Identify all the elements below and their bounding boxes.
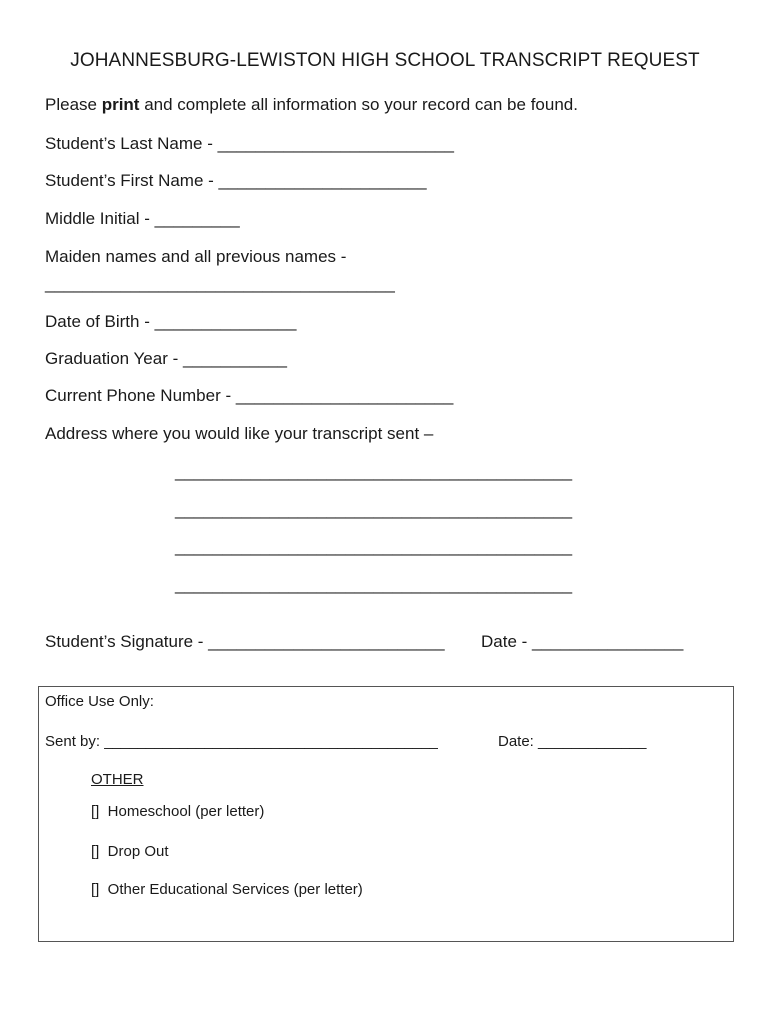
office-date-field[interactable]: Date: _____________ bbox=[498, 733, 647, 750]
address-label: Address where you would like your transcript sent – bbox=[45, 424, 434, 443]
first-name-field[interactable]: Student’s First Name - ______________________ bbox=[45, 171, 427, 190]
phone-number-field[interactable]: Current Phone Number - _______________________ bbox=[45, 386, 454, 405]
address-line-4[interactable]: __________________________________________ bbox=[175, 575, 573, 594]
address-line-2[interactable]: __________________________________________ bbox=[175, 500, 573, 519]
option-homeschool[interactable]: [] Homeschool (per letter) bbox=[91, 803, 265, 820]
office-use-box bbox=[38, 686, 734, 942]
signature-date-field[interactable]: Date - ________________ bbox=[481, 632, 684, 651]
address-line-3[interactable]: __________________________________________ bbox=[175, 537, 573, 556]
other-heading: OTHER bbox=[91, 771, 144, 788]
address-line-1[interactable]: __________________________________________ bbox=[175, 462, 573, 481]
middle-initial-field[interactable]: Middle Initial - _________ bbox=[45, 209, 240, 228]
instructions-prefix: Please bbox=[45, 95, 102, 114]
previous-names-field[interactable]: _____________________________________ bbox=[45, 274, 395, 293]
option-drop-out[interactable]: [] Drop Out bbox=[91, 843, 169, 860]
instructions-suffix: and complete all information so your record can be found. bbox=[139, 95, 578, 114]
last-name-field[interactable]: Student’s Last Name - _________________________ bbox=[45, 134, 454, 153]
previous-names-label: Maiden names and all previous names - bbox=[45, 247, 347, 266]
instructions-emphasis: print bbox=[101, 95, 140, 114]
option-other-educational[interactable]: [] Other Educational Services (per letter) bbox=[91, 881, 363, 898]
instructions bbox=[45, 95, 578, 115]
page-title: JOHANNESBURG-LEWISTON HIGH SCHOOL TRANSCRIPT REQUEST bbox=[70, 50, 700, 71]
sent-by-field[interactable]: Sent by: ________________________________________ bbox=[45, 733, 438, 750]
office-use-heading: Office Use Only: bbox=[45, 693, 154, 710]
graduation-year-field[interactable]: Graduation Year - ___________ bbox=[45, 349, 287, 368]
signature-field[interactable]: Student’s Signature - _________________________ bbox=[45, 632, 445, 651]
date-of-birth-field[interactable]: Date of Birth - _______________ bbox=[45, 312, 297, 331]
